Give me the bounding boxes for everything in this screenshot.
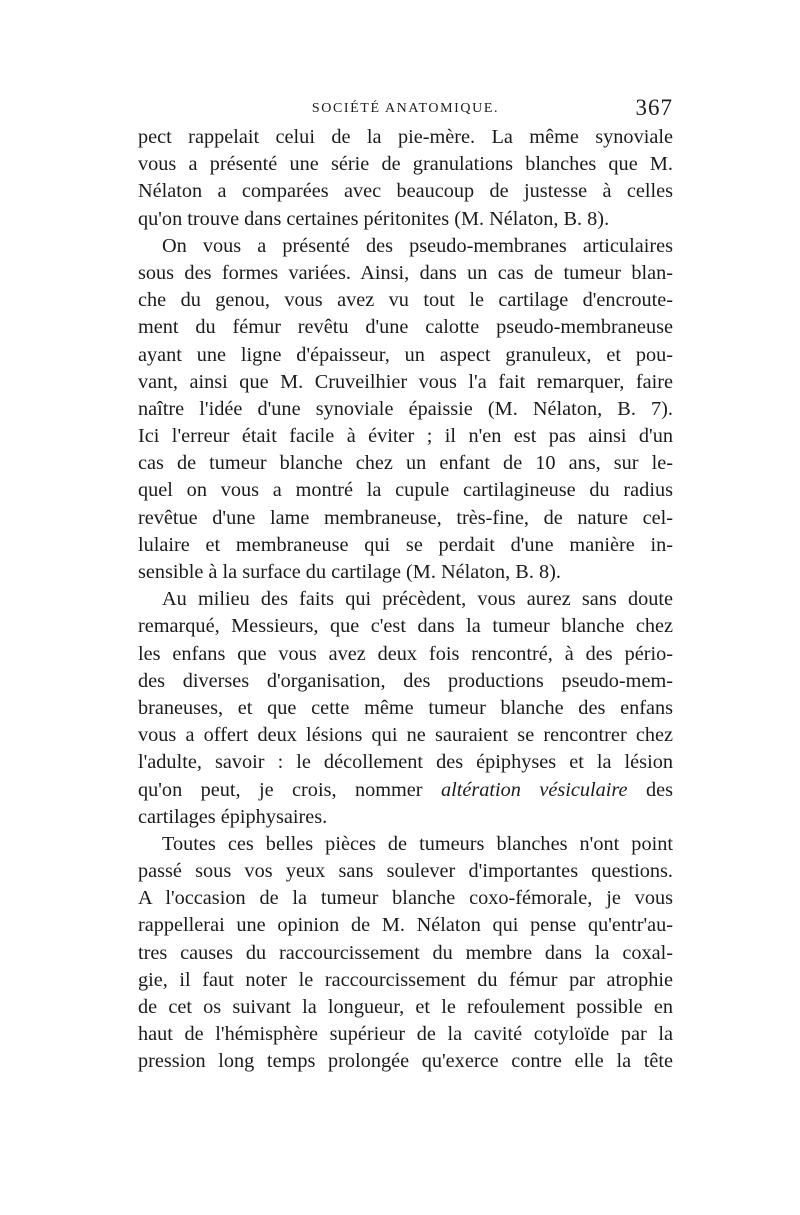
text-line: Au milieu des faits qui précèdent, vous aurez sans doute (162, 588, 673, 611)
text-segment: des (627, 778, 673, 801)
text-line: quel on vous a montré la cupule cartilagineuse du radius (138, 479, 673, 502)
italic-term: altération vésiculaire (440, 778, 628, 801)
text-line: rappellerai une opinion de M. Nélaton qui pense qu'entr'au- (138, 914, 673, 937)
text-line: On vous a présenté des pseudo-membranes articulaires (162, 234, 673, 257)
text-line: haut de l'hémisphère supérieur de la cavité cotyloïde par la (138, 1023, 673, 1046)
text-line: vant, ainsi que M. Cruveilhier vous l'a fait remarquer, faire (138, 370, 673, 393)
text-line: l'adulte, savoir : le décollement des épiphyses et la lésion (138, 751, 673, 774)
text-line: vous a offert deux lésions qui ne sauraient se rencontrer chez (138, 724, 673, 747)
text-line: pect rappelait celui de la pie-mère. La même synoviale (138, 126, 673, 148)
text-line: qu'on trouve dans certaines péritonites (M. Nélaton, B. 8). (138, 207, 610, 230)
text-line (138, 777, 673, 804)
body-text (138, 124, 673, 1076)
text-line: Toutes ces belles pièces de tumeurs blanches n'ont point (162, 832, 673, 855)
text-line: les enfans que vous avez deux fois rencontré, à des pério- (138, 642, 673, 665)
text-line: pression long temps prolongée qu'exerce contre elle la tête (138, 1050, 673, 1073)
text-line: revêtue d'une lame membraneuse, très-fine, de nature cel- (138, 506, 673, 529)
text-line: lulaire et membraneuse qui se perdait d'une manière in- (138, 533, 673, 556)
page-number: 367 (635, 95, 673, 120)
text-line: des diverses d'organisation, des productions pseudo-mem- (138, 669, 673, 692)
text-line: cas de tumeur blanche chez un enfant de 10 ans, sur le- (138, 452, 673, 475)
text-line: passé sous vos yeux sans soulever d'importantes questions. (138, 860, 673, 883)
text-line: gie, il faut noter le raccourcissement du fémur par atrophie (138, 968, 673, 991)
text-line: vous a présenté une série de granulations blanches que M. (138, 153, 673, 176)
text-line: naître l'idée d'une synoviale épaissie (M. Nélaton, B. 7). (138, 397, 673, 420)
text-line: Nélaton a comparées avec beaucoup de justesse à celles (138, 180, 673, 203)
text-line: che du genou, vous avez vu tout le cartilage d'encroute- (138, 289, 673, 312)
text-line: sous des formes variées. Ainsi, dans un cas de tumeur blan- (138, 261, 673, 284)
text-line: Ici l'erreur était facile à éviter ; il n'en est pas ainsi d'un (138, 425, 673, 448)
text-line: tres causes du raccourcissement du membre dans la coxal- (138, 941, 673, 964)
text-line: cartilages épiphysaires. (138, 805, 328, 828)
text-line: A l'occasion de la tumeur blanche coxo-fémorale, je vous (138, 887, 673, 910)
running-head (138, 97, 673, 125)
text-line: remarqué, Messieurs, que c'est dans la tumeur blanche chez (138, 615, 673, 638)
text-segment: qu'on peut, je crois, nommer (138, 778, 441, 801)
text-line: braneuses, et que cette même tumeur blanche des enfans (138, 696, 673, 719)
text-line: ment du fémur revêtu d'une calotte pseudo-membraneuse (138, 316, 673, 339)
running-title: SOCIÉTÉ ANATOMIQUE. (311, 101, 500, 116)
text-line: sensible à la surface du cartilage (M. Nélaton, B. 8). (138, 561, 561, 583)
text-line: ayant une ligne d'épaisseur, un aspect granuleux, et pou- (138, 343, 673, 366)
text-line: de cet os suivant la longueur, et le refoulement possible en (138, 996, 673, 1018)
